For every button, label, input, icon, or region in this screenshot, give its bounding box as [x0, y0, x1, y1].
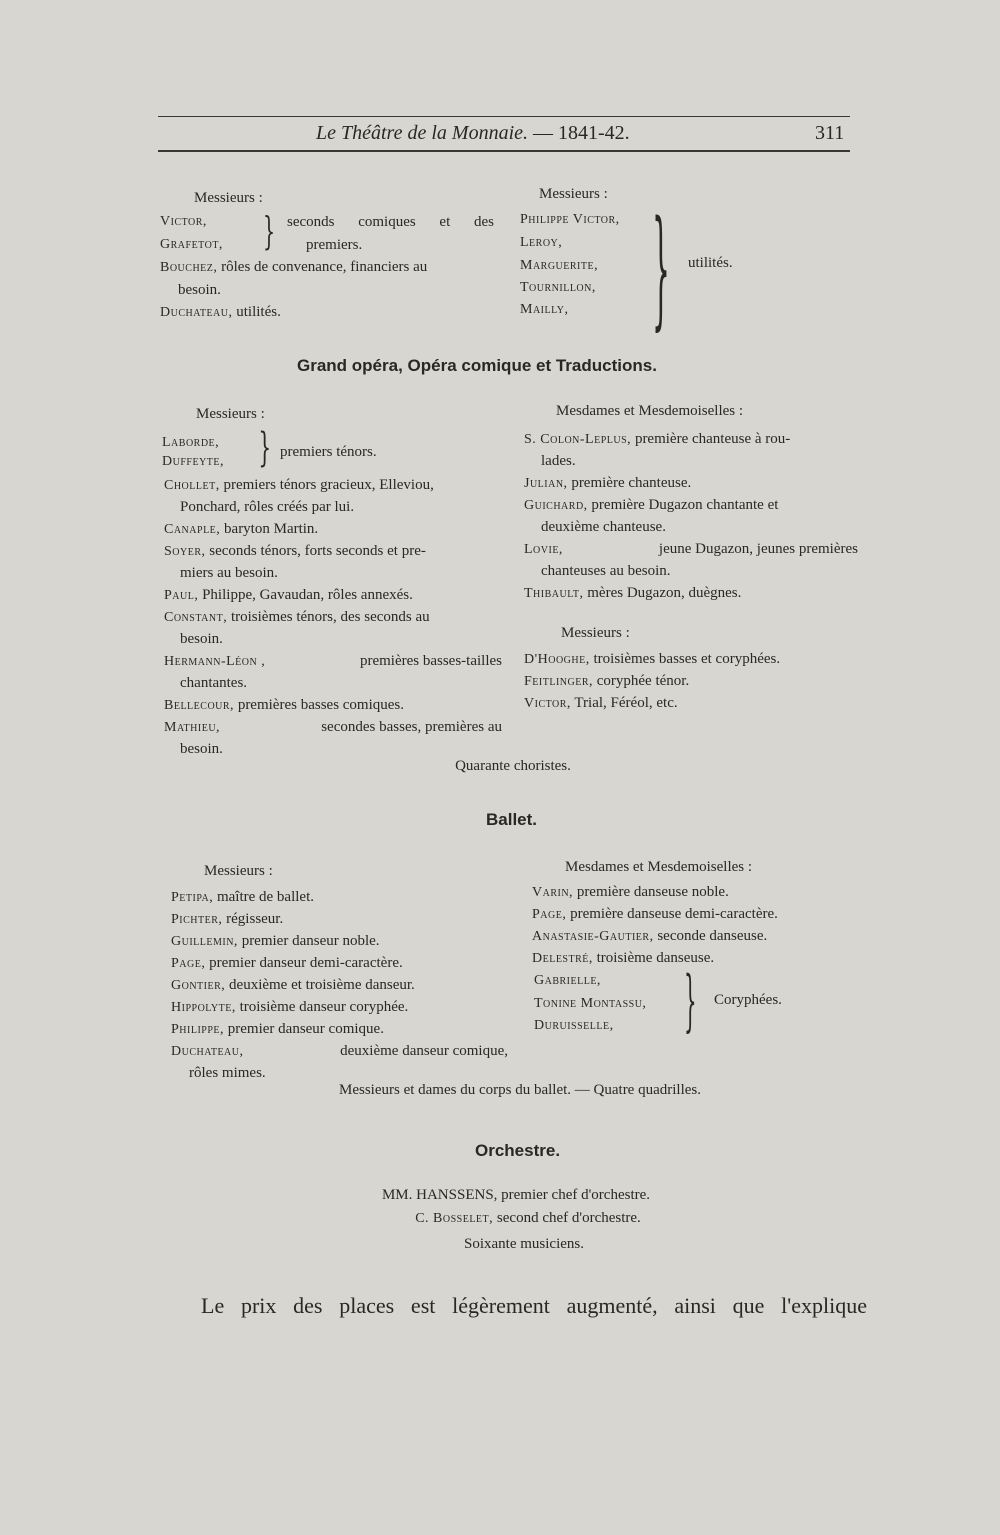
section-heading-grand-opera: Grand opéra, Opéra comique et Traductions.: [297, 356, 657, 375]
hippolyte-line: [171, 996, 408, 1019]
page-line: [171, 952, 403, 975]
lovie-line-2: chanteuses au besoin.: [541, 563, 671, 579]
brace-coryphees: }: [684, 962, 697, 1039]
name-dhooghe: D'Hooghe,: [524, 652, 590, 667]
gontier-line: [171, 974, 415, 997]
grand-opera-right-heading-2: Messieurs :: [561, 625, 630, 641]
ballet-right-heading: Mesdames et Mesdemoiselles :: [565, 859, 753, 875]
varin-role: première danseuse noble.: [576, 884, 729, 900]
guichard-role: première Dugazon chantante et: [591, 497, 779, 513]
name-ballet-duchateau: Duchateau,: [171, 1044, 244, 1059]
pichter-line: [171, 908, 283, 931]
mathieu-line-1: [164, 716, 502, 739]
top-left-group-text-1: seconds comiques et des: [287, 214, 494, 230]
chollet-line-2: Ponchard, rôles créés par lui.: [180, 499, 355, 515]
mathieu-line-2: besoin.: [180, 741, 223, 757]
julian-role: première chanteuse.: [571, 475, 692, 491]
canaple-role: baryton Martin.: [224, 521, 319, 537]
name-feitlinger: Feitlinger,: [524, 674, 593, 689]
name-gontier: Gontier,: [171, 978, 226, 993]
orchestre-line-2: [415, 1210, 641, 1227]
duchateau-line: [160, 301, 281, 324]
anastasie-role: seconde danseuse.: [657, 928, 768, 944]
colon-line-2: lades.: [541, 453, 576, 469]
top-left-heading: Messieurs :: [194, 190, 263, 206]
name-delestre: Delestré,: [532, 951, 593, 966]
feitlinger-role: coryphée ténor.: [596, 673, 690, 689]
name-philippe: Philippe,: [171, 1022, 225, 1037]
lovie-line-1: [524, 538, 858, 561]
name-colon-leplus: S. Colon-Leplus,: [524, 432, 632, 447]
corps-de-ballet-line: Messieurs et dames du corps du ballet. — Quatre quadrilles.: [339, 1082, 701, 1098]
petipa-line: [171, 886, 314, 909]
colon-role: première chanteuse à rou-: [634, 431, 791, 447]
name-tonine-montassu: Tonine Montassu,: [534, 996, 647, 1011]
top-right-group-text: utilités.: [688, 255, 733, 271]
tenors-text: premiers ténors.: [280, 444, 377, 460]
name-duffeyte: Duffeyte,: [162, 454, 225, 469]
name-hermann-leon: Hermann-Léon ,: [164, 654, 266, 669]
constant-line-1: [164, 606, 430, 629]
bouchez-line-1: [160, 256, 497, 279]
lovie-role: jeune Dugazon, jeunes premières: [658, 541, 858, 557]
name-philippe-victor: Philippe Victor,: [520, 212, 620, 227]
choristes-line: Quarante choristes.: [455, 758, 571, 774]
name-mathieu: Mathieu,: [164, 720, 221, 735]
header-rule-top: [158, 116, 850, 117]
guichard-line-2: deuxième chanteuse.: [541, 519, 666, 535]
name-victor: Victor,: [160, 214, 207, 229]
name-marguerite: Marguerite,: [520, 258, 599, 273]
section-heading-orchestre: Orchestre.: [475, 1141, 561, 1160]
name-varin: Varin,: [532, 885, 574, 900]
coryphees-text: Coryphées.: [714, 992, 782, 1008]
bosselet-role: second chef d'orchestre.: [496, 1210, 641, 1226]
canaple-line: [164, 518, 318, 541]
top-left-group-text-2: premiers.: [306, 237, 363, 253]
victor-line: [524, 692, 678, 715]
name-grafetot: Grafetot,: [160, 237, 223, 252]
name-lovie: Lovie,: [524, 542, 563, 557]
header-rule-bottom: [158, 150, 850, 152]
name-chollet: Chollet,: [164, 478, 220, 493]
brace-utilites: }: [652, 194, 670, 343]
name-bouchez: Bouchez,: [160, 260, 218, 275]
page-role: premier danseur demi-caractère.: [209, 955, 403, 971]
name-duchateau: Duchateau,: [160, 305, 233, 320]
paul-role: Philippe, Gavaudan, rôles annexés.: [202, 587, 413, 603]
thibault-role: mères Dugazon, duègnes.: [587, 585, 742, 601]
hermann-line-1: [164, 650, 502, 673]
header-title: Le Théâtre de la Monnaie.: [316, 122, 529, 144]
ballet-duchateau-role: deuxième danseur comique,: [340, 1043, 508, 1059]
bouchez-role: rôles de convenance, financiers au: [221, 259, 428, 275]
header-dash: —: [533, 122, 554, 144]
bellecour-line: [164, 694, 404, 717]
duchateau-role: utilités.: [236, 304, 281, 320]
guillemin-line: [171, 930, 380, 953]
pichter-role: régisseur.: [226, 911, 284, 927]
name-thibault: Thibault,: [524, 586, 584, 601]
hippolyte-role: troisième danseur coryphée.: [239, 999, 409, 1015]
hooghe-line: [524, 648, 780, 671]
soyer-line-1: [164, 540, 426, 563]
name-duruisselle: Duruisselle,: [534, 1018, 614, 1033]
gontier-role: deuxième et troisième danseur.: [229, 977, 415, 993]
name-petipa: Petipa,: [171, 890, 214, 905]
colon-line-1: [524, 428, 790, 451]
hooghe-role: troisièmes basses et coryphées.: [593, 651, 781, 667]
brace-victor-grafetot: }: [263, 209, 276, 253]
feitlinger-line: [524, 670, 689, 693]
orchestre-line-1: MM. HANSSENS, premier chef d'orchestre.: [381, 1187, 651, 1203]
header-years: 1841-42.: [558, 122, 630, 144]
name-constant: Constant,: [164, 610, 228, 625]
name-hippolyte: Hippolyte,: [171, 1000, 236, 1015]
delestre-role: troisième danseuse.: [596, 950, 715, 966]
chollet-line-1: [164, 474, 434, 497]
orchestre-line-3: Soixante musiciens.: [464, 1236, 584, 1252]
julian-line: [524, 472, 691, 495]
page-f-role: première danseuse demi-caractère.: [570, 906, 778, 922]
name-bellecour: Bellecour,: [164, 698, 235, 713]
thibault-line: [524, 582, 741, 605]
grand-opera-right-heading: Mesdames et Mesdemoiselles :: [556, 403, 744, 419]
name-pichter: Pichter,: [171, 912, 223, 927]
guillemin-role: premier danseur noble.: [241, 933, 380, 949]
hermann-line-2: chantantes.: [180, 675, 248, 691]
name-mailly: Mailly,: [520, 302, 569, 317]
name-julian: Julian,: [524, 476, 568, 491]
name-page-f: Page,: [532, 907, 567, 922]
constant-line-2: besoin.: [180, 631, 223, 647]
name-guillemin: Guillemin,: [171, 934, 238, 949]
soyer-role: seconds ténors, forts seconds et pre-: [209, 543, 426, 559]
philippe-line: [171, 1018, 384, 1041]
hermann-role: premières basses-tailles: [359, 653, 502, 669]
name-paul: Paul,: [164, 588, 199, 603]
bouchez-line-2: besoin.: [178, 282, 221, 298]
ballet-duchateau-line-2: rôles mimes.: [189, 1065, 266, 1081]
body-text-line: Le prix des places est légèrement augmenté, ainsi que l'explique: [201, 1293, 867, 1318]
name-anastasie-gautier: Anastasie-Gautier,: [532, 929, 654, 944]
name-leroy: Leroy,: [520, 235, 563, 250]
name-bosselet: C. Bosselet,: [415, 1211, 494, 1226]
bellecour-role: premières basses comiques.: [237, 697, 405, 713]
name-soyer: Soyer,: [164, 544, 206, 559]
chollet-role: premiers ténors gracieux, Elleviou,: [223, 477, 434, 493]
paul-line: [164, 584, 413, 607]
top-right-heading: Messieurs :: [539, 186, 608, 202]
name-gabrielle: Gabrielle,: [534, 973, 601, 988]
grand-opera-left-heading: Messieurs :: [196, 406, 265, 422]
victor-role: Trial, Féréol, etc.: [574, 695, 678, 711]
name-guichard: Guichard,: [524, 498, 588, 513]
name-laborde: Laborde,: [162, 435, 220, 450]
mathieu-role: secondes basses, premières au: [321, 719, 502, 735]
running-header: [316, 122, 630, 145]
page-f-line: [532, 903, 778, 926]
name-victor-2: Victor,: [524, 696, 571, 711]
ballet-left-heading: Messieurs :: [204, 863, 273, 879]
name-tournillon: Tournillon,: [520, 280, 596, 295]
petipa-role: maître de ballet.: [216, 889, 314, 905]
name-page: Page,: [171, 956, 206, 971]
philippe-role: premier danseur comique.: [227, 1021, 384, 1037]
guichard-line-1: [524, 494, 778, 517]
soyer-line-2: miers au besoin.: [180, 565, 278, 581]
varin-line: [532, 881, 729, 904]
name-canaple: Canaple,: [164, 522, 221, 537]
ballet-duchateau-line-1: [171, 1040, 508, 1063]
page-number: 311: [815, 122, 845, 144]
section-heading-ballet: Ballet.: [486, 810, 538, 829]
constant-role: troisièmes ténors, des seconds au: [230, 609, 430, 625]
anastasie-line: [532, 925, 767, 948]
brace-tenors: }: [258, 425, 272, 471]
